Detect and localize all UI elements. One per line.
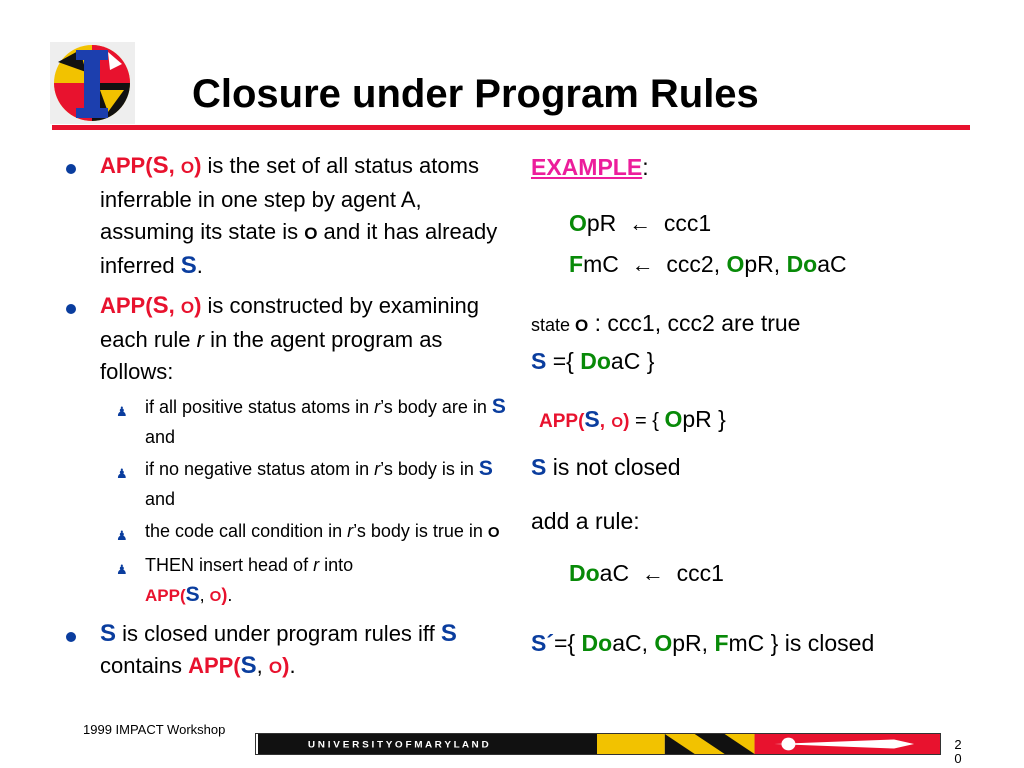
bullet-app-construction xyxy=(56,290,506,388)
s-eq: ={ xyxy=(546,348,581,374)
example-label: EXAMPLE xyxy=(531,154,643,180)
flag-bullet-icon: ♟ xyxy=(116,466,128,481)
page-number xyxy=(953,738,963,766)
rule-fmc xyxy=(569,251,847,278)
status-do: Do xyxy=(581,630,613,656)
slide-title: Closure under Program Rules xyxy=(192,72,759,116)
status-o: O xyxy=(726,251,745,277)
state-o: O xyxy=(487,524,500,541)
bullet-dot-icon xyxy=(66,164,76,174)
app-close: ) xyxy=(221,585,228,605)
sub-text: and xyxy=(145,427,176,447)
set-s: S xyxy=(531,348,547,374)
app-line xyxy=(539,406,726,433)
banner-text: U N I V E R S I T Y O F M A R Y L A N D xyxy=(307,740,489,751)
subbullet-negative-atoms xyxy=(56,454,506,514)
closed-eq: ={ xyxy=(554,630,582,656)
sub-text: if no negative status atom in xyxy=(145,459,375,479)
rule-r: r xyxy=(196,327,204,352)
example-colon: : xyxy=(642,154,649,180)
rule-r: r xyxy=(347,521,354,541)
rule-doac xyxy=(569,560,724,587)
state-label: state xyxy=(531,315,576,335)
rule-head: mC xyxy=(583,251,619,277)
status-o: O xyxy=(569,210,587,236)
app-arg-s: S xyxy=(152,152,169,179)
title-divider xyxy=(52,125,970,130)
app-keyword: APP( xyxy=(100,293,153,318)
app-comma: , xyxy=(168,293,175,318)
rule-body: ccc1 xyxy=(663,210,712,236)
rule-opr xyxy=(569,210,711,237)
rule-body: ccc2, xyxy=(666,251,727,277)
s-rest: aC } xyxy=(610,348,655,374)
state-o: O xyxy=(304,224,318,243)
status-f: F xyxy=(714,630,729,656)
rule-body: pR, xyxy=(744,251,787,277)
app-close: ) xyxy=(282,653,290,678)
app-arg-o: O xyxy=(180,158,195,177)
closed-text: aC, xyxy=(612,630,655,656)
sub-text: , xyxy=(199,585,210,605)
state-line xyxy=(531,310,800,337)
flag-bullet-icon: ♟ xyxy=(116,562,128,577)
sub-text: into xyxy=(319,555,354,575)
app-arg-o: O xyxy=(180,298,195,317)
bullet-dot-icon xyxy=(66,304,76,314)
bullet-closure-condition xyxy=(56,618,506,684)
status-f: F xyxy=(569,251,584,277)
rule-r: r xyxy=(374,397,381,417)
app-keyword: APP( xyxy=(100,153,153,178)
not-closed-line xyxy=(531,454,681,481)
add-rule-line: add a rule: xyxy=(531,508,640,534)
bullet-dot-icon xyxy=(66,632,76,642)
app-keyword: APP( xyxy=(188,653,241,678)
bullet-text: is the set of all status atoms inferrable in one step by agent A, assuming its state is xyxy=(100,153,479,244)
left-column xyxy=(56,150,506,684)
bullet-app-definition xyxy=(56,150,506,282)
app-arg-o: O xyxy=(268,658,283,677)
sub-text: the code call condition in xyxy=(145,521,348,541)
set-s: S xyxy=(240,652,257,679)
page-number-digit: 0 xyxy=(954,751,962,766)
rule-body: aC xyxy=(817,251,847,277)
example-heading xyxy=(531,154,649,181)
bullet-text: . xyxy=(289,653,296,678)
state-text: : ccc1, ccc2 are true xyxy=(588,310,801,336)
university-logo-icon xyxy=(50,42,135,124)
set-s: S xyxy=(100,620,117,647)
rule-body: ccc1 xyxy=(676,560,724,586)
rule-r: r xyxy=(313,555,320,575)
rule-head: pR xyxy=(586,210,617,236)
app-keyword: APP( xyxy=(539,411,585,432)
set-s: S xyxy=(584,406,600,432)
bullet-text: in the agent program as follows: xyxy=(100,327,443,384)
set-s: S xyxy=(491,395,506,418)
set-s: S xyxy=(185,583,200,606)
not-closed-text: is not closed xyxy=(546,454,681,480)
app-eq: = { xyxy=(629,410,665,432)
sub-text: ’s body are in xyxy=(380,397,492,417)
subbullet-code-call xyxy=(56,516,506,548)
bullet-text: is constructed by examining each rule xyxy=(100,293,479,352)
rule-head: aC xyxy=(599,560,630,586)
set-s: S xyxy=(440,620,457,647)
flag-bullet-icon: ♟ xyxy=(116,528,128,543)
footer-workshop: 1999 IMPACT Workshop xyxy=(83,722,226,737)
app-comma: , xyxy=(599,411,606,432)
status-o: O xyxy=(654,630,673,656)
s-line xyxy=(531,348,654,375)
bullet-text: and it has already inferred xyxy=(100,219,498,278)
closed-text: mC } is closed xyxy=(728,630,875,656)
app-rest: pR } xyxy=(682,406,726,432)
app-keyword: APP( xyxy=(145,586,186,605)
app-arg-o: O xyxy=(209,588,222,605)
status-do: Do xyxy=(569,560,600,586)
sub-text: ’s body is true in xyxy=(353,521,488,541)
sub-text: if all positive status atoms in xyxy=(145,397,375,417)
set-s: S xyxy=(531,454,547,480)
status-do: Do xyxy=(580,348,611,374)
set-s: S xyxy=(180,252,197,279)
bullet-text: . xyxy=(196,253,203,278)
app-close: ) xyxy=(194,293,202,318)
rule-r: r xyxy=(374,459,381,479)
sub-text: ’s body is in xyxy=(380,459,479,479)
status-o: O xyxy=(664,406,683,432)
subbullet-insert-head xyxy=(56,550,506,612)
bullet-text: , xyxy=(256,653,263,678)
subbullet-positive-atoms xyxy=(56,392,506,452)
left-arrow-icon: ← xyxy=(631,252,654,277)
page-number-digit: 2 xyxy=(954,737,962,752)
app-close: ) xyxy=(623,411,630,432)
sub-text: THEN insert head of xyxy=(145,555,314,575)
set-s: S xyxy=(478,457,493,480)
left-arrow-icon: ← xyxy=(629,211,652,236)
bullet-text: is closed under program rules iff xyxy=(116,621,441,646)
sub-text: and xyxy=(145,489,176,509)
app-arg-o: O xyxy=(611,414,624,431)
set-s-prime: S´ xyxy=(531,630,554,656)
app-close: ) xyxy=(194,153,202,178)
sub-text: . xyxy=(227,585,233,605)
university-banner xyxy=(255,733,941,755)
left-arrow-icon: ← xyxy=(641,561,664,586)
app-arg-s: S xyxy=(152,292,169,319)
closed-text: pR, xyxy=(672,630,715,656)
app-comma: , xyxy=(168,153,175,178)
bullet-text: contains xyxy=(100,653,189,678)
closed-line xyxy=(531,630,874,657)
state-o: O xyxy=(575,316,589,335)
status-do: Do xyxy=(786,251,818,277)
flag-bullet-icon: ♟ xyxy=(116,404,128,419)
